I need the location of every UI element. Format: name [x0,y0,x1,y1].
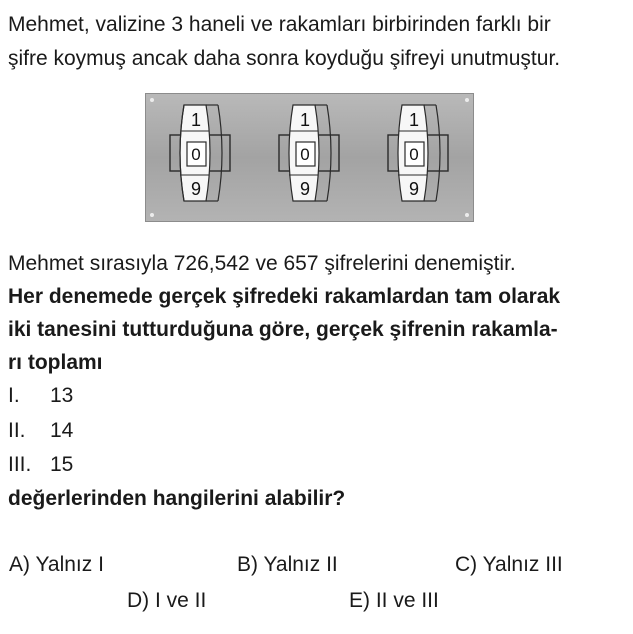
question-stem-line-2: iki tanesini tutturduğuna göre, gerçek şifrenin rakamla- [8,318,558,341]
combination-lock-illustration [145,93,474,222]
wheel-bottom-digit: 9 [408,179,420,199]
wheel-top-digit: 1 [299,110,311,130]
screw-icon [465,213,469,217]
statement-value: 14 [50,419,74,442]
intro-line-1: Mehmet, valizine 3 haneli ve rakamları birbirinden farklı bir [8,13,551,36]
statement-value: 15 [50,453,74,476]
question-stem-line-1: Her denemede gerçek şifredeki rakamlardan tam olarak [8,285,561,308]
statement-numeral: III. [8,453,32,476]
wheel-top-digit: 1 [190,110,202,130]
option-d[interactable]: D) I ve II [127,589,207,612]
wheel-middle-digit: 0 [409,145,419,164]
statement-numeral: I. [8,384,20,407]
screw-icon [465,98,469,102]
intro-line-2: şifre koymuş ancak daha sonra koyduğu şifreyi unutmuştur. [8,47,561,70]
wheel-bottom-digit: 9 [299,179,311,199]
statement-item [8,384,73,408]
wheel-middle-digit: 0 [300,145,310,164]
option-e[interactable]: E) II ve III [349,589,439,612]
option-b[interactable]: B) Yalnız II [237,553,338,576]
question-closing-line: değerlerinden hangilerini alabilir? [8,487,346,510]
statement-numeral: II. [8,419,26,442]
option-a[interactable]: A) Yalnız I [9,553,104,576]
option-c[interactable]: C) Yalnız III [455,553,563,576]
wheel-bottom-digit: 9 [190,179,202,199]
screw-icon [150,98,154,102]
wheel-top-digit: 1 [408,110,420,130]
wheel-middle-digit: 0 [191,145,201,164]
question-stem-line-3: rı toplamı [8,351,103,374]
screw-icon [150,213,154,217]
statement-item [8,453,73,477]
statement-item [8,419,73,443]
statement-value: 13 [50,384,74,407]
attempts-line: Mehmet sırasıyla 726,542 ve 657 şifrelerini denemiştir. [8,252,516,275]
